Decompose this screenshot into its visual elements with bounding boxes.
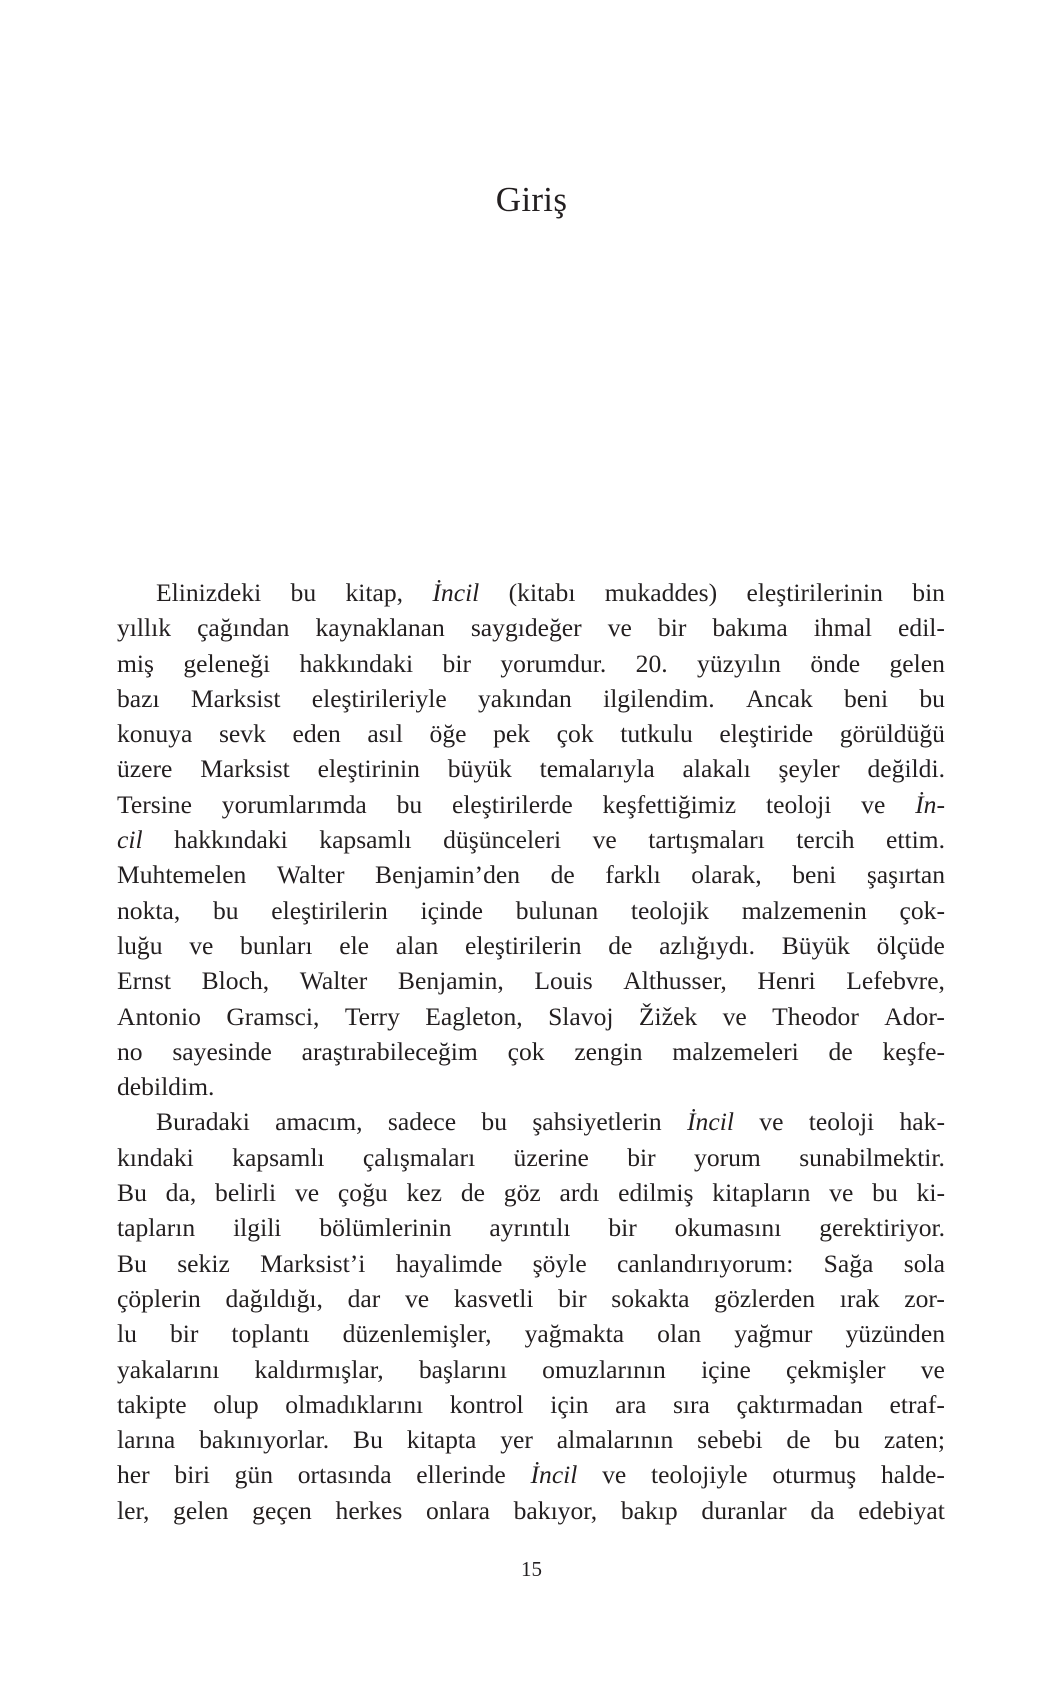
word: ve	[602, 1460, 627, 1490]
word: Ador-	[884, 1001, 945, 1031]
word: bakıyor,	[513, 1495, 598, 1525]
word: kontrol	[449, 1389, 524, 1419]
word: İncil	[432, 578, 480, 607]
word: çok-	[899, 895, 945, 925]
word: bu	[919, 683, 945, 713]
word: yorumdur.	[500, 648, 607, 678]
word: farklı	[605, 860, 661, 890]
word: göz	[503, 1178, 541, 1208]
word: bakınıyorlar.	[199, 1425, 330, 1455]
word: içinde	[420, 895, 484, 925]
text-line	[117, 822, 945, 857]
text-line	[117, 1069, 945, 1104]
word: değildi.	[867, 754, 945, 784]
text-line	[117, 1104, 945, 1139]
word: cil	[117, 825, 143, 855]
word: Eagleton,	[425, 1001, 523, 1031]
word: yorumlarımda	[221, 789, 367, 819]
word: debildim.	[117, 1072, 215, 1102]
word: gözlerden	[714, 1283, 816, 1313]
word: için	[550, 1389, 589, 1419]
word: kitap,	[345, 578, 404, 607]
word: Bloch,	[201, 966, 270, 996]
word: da	[810, 1495, 835, 1525]
word: gerektiriyor.	[819, 1213, 945, 1243]
word: keşfettiğimiz	[602, 789, 737, 819]
word: sebebi	[697, 1425, 763, 1455]
word: Althusser,	[623, 966, 727, 996]
word: Buradaki	[156, 1107, 250, 1137]
word: düzenlemişler,	[342, 1319, 492, 1349]
word: bir	[169, 1319, 199, 1349]
word: miş	[117, 648, 154, 678]
word: lu	[117, 1319, 137, 1349]
text-line	[117, 857, 945, 892]
word: tapların	[117, 1213, 196, 1243]
word: Gramsci,	[226, 1001, 320, 1031]
word: beni	[844, 683, 889, 713]
word: ve	[829, 1178, 854, 1208]
word: de	[550, 860, 575, 890]
word: Marksist’i	[260, 1248, 366, 1278]
word: edebiyat	[858, 1495, 945, 1525]
word: keşfe-	[882, 1036, 945, 1066]
word: larına	[117, 1425, 176, 1455]
word: ve	[189, 930, 214, 960]
word: belirli	[215, 1178, 277, 1208]
word: teoloji	[765, 789, 832, 819]
word: çoğu	[337, 1178, 388, 1208]
text-line	[117, 1493, 945, 1528]
word: bölümlerinin	[319, 1213, 452, 1243]
text-line	[117, 1352, 945, 1387]
chapter-title: Giriş	[495, 180, 568, 219]
word: yüzyılın	[697, 648, 781, 678]
word: düşünceleri	[443, 825, 562, 855]
word: temalarıyla	[539, 754, 655, 784]
word: zengin	[574, 1036, 643, 1066]
text-line	[117, 1246, 945, 1281]
text-line	[117, 751, 945, 786]
word: hak-	[899, 1107, 945, 1137]
word: sayesinde	[172, 1036, 272, 1066]
text-line	[117, 893, 945, 928]
word: yıllık	[117, 613, 172, 643]
word: sola	[903, 1248, 945, 1278]
text-line	[117, 1175, 945, 1210]
word: biri	[174, 1460, 210, 1490]
word: malzemenin	[741, 895, 867, 925]
word: eleştirilerin	[271, 895, 388, 925]
word: eden	[292, 719, 341, 749]
word: zaten;	[883, 1425, 945, 1455]
word: (kitabı	[508, 578, 576, 607]
word: Büyük	[781, 930, 850, 960]
word: ve	[294, 1178, 320, 1208]
body-text	[117, 575, 945, 1528]
word: saygıdeğer	[470, 613, 582, 643]
text-line	[117, 1281, 945, 1316]
word: eleştirilerin	[465, 930, 582, 960]
word: ve	[722, 1001, 747, 1031]
text-line	[117, 646, 945, 681]
word: ilgilendim.	[603, 683, 715, 713]
word: tercih	[796, 825, 855, 855]
text-line	[117, 928, 945, 963]
text-line	[117, 1140, 945, 1175]
word: Benjamin,	[397, 966, 504, 996]
word: de	[608, 930, 633, 960]
word: bir	[627, 1142, 656, 1172]
paragraph	[117, 575, 945, 1104]
word: ettim.	[885, 825, 945, 855]
text-line	[117, 716, 945, 751]
word: mukaddes)	[604, 578, 718, 607]
word: bu	[481, 1107, 508, 1137]
word: da,	[165, 1178, 197, 1208]
word: Marksist	[190, 683, 281, 713]
word: Walter	[276, 860, 345, 890]
word: olan	[657, 1319, 702, 1349]
word: eleştirileriyle	[311, 683, 447, 713]
word: ayrıntılı	[489, 1213, 571, 1243]
word: yakından	[478, 683, 572, 713]
word: Ancak	[745, 683, 813, 713]
paragraph	[117, 1104, 945, 1528]
word: gelen	[889, 648, 945, 678]
word: Ernst	[117, 966, 172, 996]
text-line	[117, 575, 945, 610]
word: bir	[442, 648, 471, 678]
word: bu	[872, 1178, 898, 1208]
word: Muhtemelen	[117, 860, 247, 890]
word: ve	[759, 1107, 784, 1137]
word: Benjamin’den	[375, 860, 521, 890]
word: bu	[212, 895, 239, 925]
word: sadece	[387, 1107, 457, 1137]
word: olmadıklarını	[285, 1389, 424, 1419]
text-line	[117, 1422, 945, 1457]
word: olarak,	[691, 860, 762, 890]
word: dağıldığı,	[225, 1283, 323, 1313]
word: ele	[339, 930, 370, 960]
word: ölçüde	[876, 930, 945, 960]
word: gün	[234, 1460, 274, 1490]
word: öğe	[429, 719, 467, 749]
text-line	[117, 1457, 945, 1492]
text-line	[117, 610, 945, 645]
word: Bu	[353, 1425, 383, 1455]
word: Elinizdeki	[156, 578, 262, 607]
word: bin	[912, 578, 945, 607]
word: ve	[861, 789, 886, 819]
word: teolojik	[630, 895, 710, 925]
word: herkes	[335, 1495, 403, 1525]
word: bunları	[240, 930, 313, 960]
word: kasvetli	[453, 1283, 534, 1313]
word: sekiz	[177, 1248, 230, 1278]
word: sıra	[672, 1389, 710, 1419]
word: ve	[920, 1354, 945, 1384]
word: Walter	[299, 966, 368, 996]
word: takipte	[117, 1389, 187, 1419]
word: ihmal	[813, 613, 873, 643]
word: bulunan	[515, 895, 599, 925]
word: bir	[657, 613, 687, 643]
word: yüzünden	[845, 1319, 945, 1349]
word: Terry	[344, 1001, 400, 1031]
word: kez	[406, 1178, 443, 1208]
word: azlığıydı.	[659, 930, 756, 960]
word: içine	[701, 1354, 751, 1384]
word: almalarının	[556, 1425, 674, 1455]
word: teolojiyle	[650, 1460, 748, 1490]
word: eleştirinin	[317, 754, 420, 784]
word: çok	[556, 719, 594, 749]
word: bu	[396, 789, 423, 819]
page-number: 15	[521, 1557, 542, 1581]
word: bir	[608, 1213, 637, 1243]
word: bir	[558, 1283, 587, 1313]
word: Antonio	[117, 1001, 201, 1031]
word: malzemeleri	[672, 1036, 799, 1066]
word: ellerinde	[416, 1460, 506, 1490]
word: duranlar	[701, 1495, 787, 1525]
word: şeyler	[778, 754, 840, 784]
word: İncil	[687, 1107, 734, 1137]
word: ki-	[916, 1178, 945, 1208]
text-line	[117, 787, 945, 822]
word: Lefebvre,	[846, 966, 945, 996]
word: görüldüğü	[839, 719, 945, 749]
word: geleneği	[183, 648, 271, 678]
word: canlandırıyorum:	[617, 1248, 794, 1278]
word: oturmuş	[772, 1460, 857, 1490]
word: de	[828, 1036, 853, 1066]
word: çağından	[197, 613, 290, 643]
word: ler,	[117, 1495, 150, 1525]
word: Louis	[534, 966, 593, 996]
word: halde-	[880, 1460, 945, 1490]
word: kapsamlı	[319, 825, 412, 855]
word: yağmur	[734, 1319, 813, 1349]
word: ortasında	[297, 1460, 392, 1490]
text-line	[117, 1034, 945, 1069]
word: amacım,	[275, 1107, 363, 1137]
word: araştırabileceğim	[301, 1036, 478, 1066]
word: büyük	[447, 754, 512, 784]
word: başlarını	[418, 1354, 507, 1384]
word: kaldırmışlar,	[254, 1354, 384, 1384]
word: bakıp	[620, 1495, 678, 1525]
word: Slavoj	[548, 1001, 614, 1031]
word: edil-	[898, 613, 945, 643]
word: çok	[507, 1036, 545, 1066]
word: ve	[405, 1283, 430, 1313]
word: Marksist	[200, 754, 290, 784]
word: kındaki	[117, 1142, 194, 1172]
word: alakalı	[682, 754, 751, 784]
word: asıl	[367, 719, 403, 749]
word: bazı	[117, 683, 160, 713]
text-line	[117, 1316, 945, 1351]
word: Theodor	[772, 1001, 859, 1031]
word: yer	[500, 1425, 533, 1455]
word: Tersine	[117, 789, 192, 819]
word: Žižek	[638, 1001, 698, 1031]
word: Bu	[117, 1178, 147, 1208]
word: her	[117, 1460, 150, 1490]
word: şöyle	[532, 1248, 587, 1278]
word: eleştiride	[719, 719, 814, 749]
text-line	[117, 963, 945, 998]
word: yorum	[694, 1142, 761, 1172]
text-line	[117, 1210, 945, 1245]
word: Sağa	[823, 1248, 874, 1278]
word: de	[786, 1425, 811, 1455]
word: omuzlarının	[542, 1354, 666, 1384]
word: sokakta	[611, 1283, 690, 1313]
word: şahsiyetlerin	[532, 1107, 662, 1137]
word: önde	[810, 648, 861, 678]
word: gelen	[173, 1495, 229, 1525]
word: Henri	[757, 966, 816, 996]
word: ve	[592, 825, 617, 855]
word: teoloji	[808, 1107, 875, 1137]
word: kapsamlı	[232, 1142, 325, 1172]
word: çalışmaları	[362, 1142, 476, 1172]
word: olup	[213, 1389, 259, 1419]
word: sunabilmektir.	[799, 1142, 945, 1172]
word: no	[117, 1036, 143, 1066]
word: luğu	[117, 930, 163, 960]
word: de	[460, 1178, 485, 1208]
word: eleştirilerde	[451, 789, 573, 819]
word: ilgili	[233, 1213, 282, 1243]
word: bu	[290, 578, 317, 607]
word: alan	[395, 930, 439, 960]
word: ırak	[839, 1283, 880, 1313]
word: çaktırmadan	[736, 1389, 863, 1419]
word: bakıma	[712, 613, 788, 643]
word: ara	[615, 1389, 647, 1419]
text-line	[117, 1387, 945, 1422]
word: dar	[347, 1283, 381, 1313]
word: bu	[834, 1425, 861, 1455]
word: onlara	[425, 1495, 490, 1525]
word: çöplerin	[117, 1283, 201, 1313]
word: hakkındaki	[174, 825, 288, 855]
word: Bu	[117, 1248, 147, 1278]
word: tutkulu	[620, 719, 693, 749]
word: İncil	[530, 1460, 578, 1490]
word: ardı	[559, 1178, 600, 1208]
word: ve	[607, 613, 632, 643]
word: nokta,	[117, 895, 181, 925]
word: toplantı	[231, 1319, 310, 1349]
word: hayalimde	[395, 1248, 503, 1278]
word: eleştirilerinin	[746, 578, 883, 607]
word: geçen	[252, 1495, 312, 1525]
word: etraf-	[889, 1389, 945, 1419]
word: şaşırtan	[866, 860, 945, 890]
word: okumasını	[674, 1213, 782, 1243]
word: konuya	[117, 719, 193, 749]
word: üzere	[117, 754, 173, 784]
word: üzerine	[513, 1142, 589, 1172]
word: tartışmaları	[648, 825, 765, 855]
word: 20.	[635, 648, 668, 678]
word: edilmiş	[618, 1178, 694, 1208]
word: kitapların	[712, 1178, 811, 1208]
word: hakkındaki	[299, 648, 414, 678]
word: İn-	[915, 789, 945, 819]
word: pek	[493, 719, 531, 749]
text-line	[117, 681, 945, 716]
word: zor-	[904, 1283, 945, 1313]
word: kitapta	[406, 1425, 477, 1455]
word: yağmakta	[524, 1319, 625, 1349]
word: sevk	[218, 719, 266, 749]
text-line	[117, 999, 945, 1034]
word: kaynaklanan	[315, 613, 445, 643]
word: yakalarını	[117, 1354, 220, 1384]
word: beni	[792, 860, 837, 890]
word: çekmişler	[786, 1354, 886, 1384]
